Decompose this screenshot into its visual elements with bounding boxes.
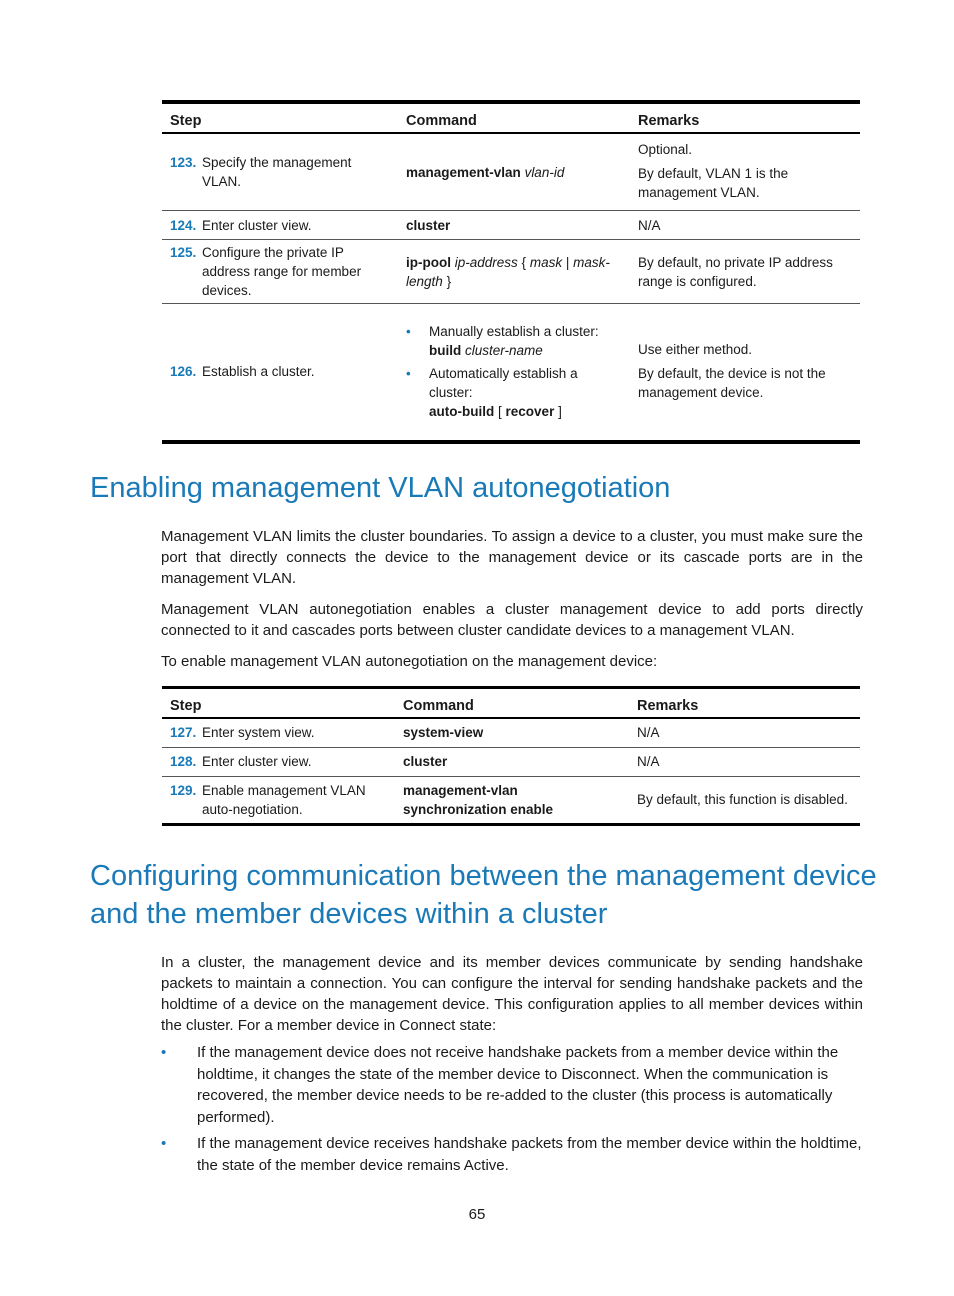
list-item: • Automatically establish a cluster: auto-build [ recover ] [406,366,578,420]
step-number: 129. [170,782,197,798]
step-number: 124. [170,217,197,233]
header-command: Command [398,102,630,133]
table-row [162,211,860,240]
step-text: Specify the management VLAN. [202,155,352,189]
steps-table-2 [162,686,860,826]
header-command: Command [395,688,629,719]
remarks-cell: By default, this function is disabled. [637,792,848,807]
table-row [162,133,860,211]
bullet-icon: • [406,366,411,382]
list-item: • If the management device receives handshake packets from the member device within the holdtime, the state of the member device remains Active. [161,1133,863,1176]
command-cell: management-vlan synchronization enable [403,782,554,817]
step-text: Enter system view. [202,725,315,741]
table-row [162,776,860,824]
command-cell: ip-pool ip-address { mask | mask-length } [398,240,630,304]
header-step: Step [162,688,395,719]
bullet-icon: • [161,1135,167,1152]
header-step: Step [162,102,398,133]
step-number: 123. [170,155,197,170]
step-number: 128. [170,754,197,769]
paragraph: In a cluster, the management device and its member devices communicate by sending handshake packets to maintain a connection. You can configure the interval for sending handshake packets and the holdtime of a device on the management device. This configuration applies to all member devices within the cluster. For a member device in Connect state: [161,954,863,1034]
step-number: 126. [170,364,197,380]
list-item: • Manually establish a cluster: build cluster-name [406,324,599,359]
step-text: Enter cluster view. [202,217,312,233]
step-text: Enable management VLAN auto-negotiation. [202,782,366,817]
paragraph: To enable management VLAN autonegotiation on the management device: [161,653,658,670]
command-cell: cluster [398,211,630,240]
remarks-cell: By default, no private IP address range is configured. [630,240,860,304]
table-row [162,240,860,304]
bullet-icon: • [406,324,411,340]
section-heading: Configuring communication between the management device and the member devices within a cluster [90,860,877,930]
remarks-cell: Optional. By default, VLAN 1 is the management VLAN. [630,133,860,211]
step-text: Enter cluster view. [202,754,312,769]
command-cell: cluster [395,747,629,776]
list-item: • If the management device does not receive handshake packets from a member device within the holdtime, it changes the state of the member device to Disconnect. When the communication is recovered, the member device needs to be re-added to the cluster (this process is automatically performed). [161,1042,863,1128]
step-text: Establish a cluster. [202,364,315,380]
remarks-cell: N/A [629,718,860,747]
header-remarks: Remarks [630,102,860,133]
command-cell: system-view [395,718,629,747]
bullet-list [161,1042,863,1181]
bullet-icon: • [161,1044,167,1061]
command-cell: management-vlan vlan-id [398,133,630,211]
step-number: 127. [170,725,197,741]
section-heading: Enabling management VLAN autonegotiation [90,472,671,504]
page-number: 65 [468,1206,486,1223]
paragraph: Management VLAN autonegotiation enables a cluster management device to add ports directly connected to it and cascades ports between cluster candidate devices to a management VLAN. [161,601,863,639]
step-text: Configure the private IP address range for member devices. [202,245,362,298]
remarks-cell: Use either method. By default, the device is not the management device. [638,341,826,400]
table-row [162,304,860,442]
step-number: 125. [170,245,197,260]
table-row [162,718,860,747]
paragraph: Management VLAN limits the cluster boundaries. To assign a device to a cluster, you must make sure the port that directly connects the device to the management device or its cascade ports are in the management VLAN. [161,528,863,587]
table-row [162,747,860,776]
steps-table-1 [162,100,860,444]
header-remarks: Remarks [629,688,860,719]
remarks-cell: N/A [629,747,860,776]
remarks-cell: N/A [630,211,860,240]
command-cell [398,304,630,442]
